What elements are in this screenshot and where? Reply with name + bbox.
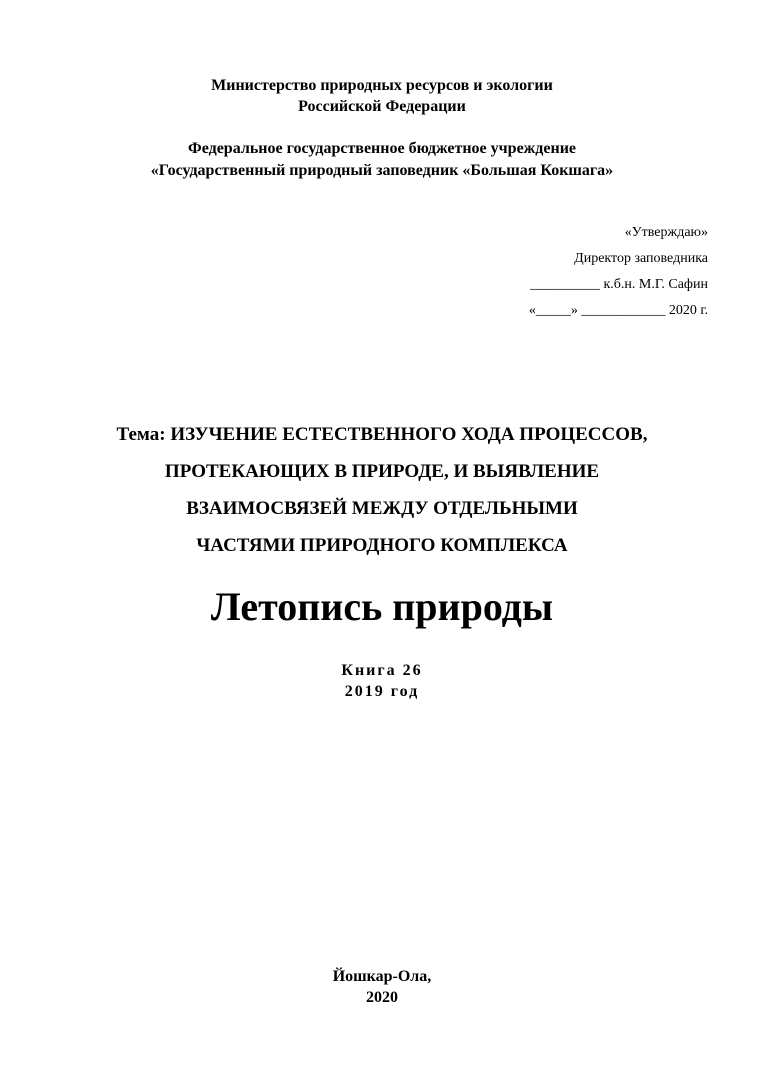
institution-line-2: «Государственный природный заповедник «Большая Кокшага» xyxy=(150,162,614,179)
topic-block xyxy=(0,416,764,564)
footer-block xyxy=(0,966,764,1008)
topic-label: Тема: xyxy=(116,424,166,445)
approval-position: Директор заповедника xyxy=(574,251,708,266)
topic-line-4: ЧАСТЯМИ ПРИРОДНОГО КОМПЛЕКСА xyxy=(196,535,568,556)
footer-city: Йошкар-Ола, xyxy=(332,968,432,985)
document-title: Летопись природы xyxy=(210,584,554,629)
institution-block xyxy=(0,138,764,182)
book-block xyxy=(0,660,764,702)
institution-line-1: Федеральное государственное бюджетное учреждение xyxy=(187,140,577,157)
ministry-line-1: Министерство природных ресурсов и экологии xyxy=(211,77,553,94)
approval-block xyxy=(529,220,708,324)
approval-heading: «Утверждаю» xyxy=(624,225,708,240)
approval-date-line: «_____» ____________ 2020 г. xyxy=(528,303,708,318)
topic-line-2: ПРОТЕКАЮЩИХ В ПРИРОДЕ, И ВЫЯВЛЕНИЕ xyxy=(164,461,600,482)
topic-text-1: ИЗУЧЕНИЕ ЕСТЕСТВЕННОГО ХОДА ПРОЦЕССОВ, xyxy=(170,424,648,445)
ministry-line-2: Российской Федерации xyxy=(298,98,466,115)
book-year: 2019 год xyxy=(344,683,420,700)
approval-signature-line: __________ к.б.н. М.Г. Сафин xyxy=(530,277,708,292)
ministry-block xyxy=(0,75,764,117)
book-number: Книга 26 xyxy=(341,662,423,679)
topic-line-1 xyxy=(0,416,764,453)
footer-year: 2020 xyxy=(366,989,398,1006)
topic-line-3: ВЗАИМОСВЯЗЕЙ МЕЖДУ ОТДЕЛЬНЫМИ xyxy=(186,498,578,519)
